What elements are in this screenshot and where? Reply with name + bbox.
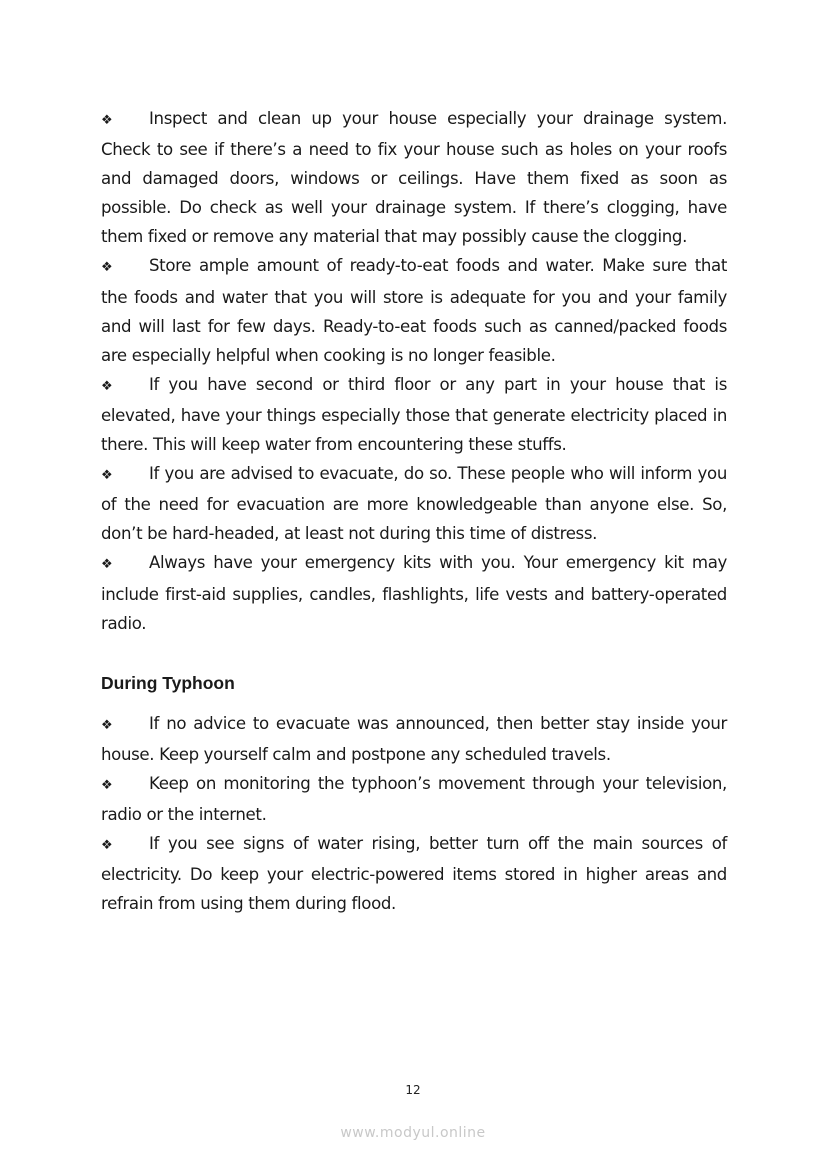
diamond-bullet-icon: ❖ [101, 838, 113, 854]
diamond-bullet-icon: ❖ [101, 113, 113, 128]
diamond-bullet-icon: ❖ [101, 378, 113, 394]
bullet-item [101, 104, 727, 251]
diamond-bullet-icon: ❖ [101, 777, 113, 793]
bullet-item [101, 459, 727, 548]
bullet-item [101, 370, 727, 459]
during-typhoon-list [101, 709, 727, 919]
bullet-item [101, 548, 727, 637]
diamond-bullet-icon: ❖ [101, 557, 113, 573]
bullet-text: Inspect and clean up your house especially your drainage system. Check to see if there’s a need to fix your house such as holes on your roofs and damaged doors, windows or ceilings. Have them fixed as soon as possible. Do check as well your drainage system. If there’s clogging, have them fixed or remove any material that may possibly cause the clogging. [101, 109, 727, 247]
bullet-text: Store ample amount of ready-to-eat foods and water. Make sure that the foods and water that you will store is adequate for you and your family and will last for few days. Ready-to-eat foods such as canned/packed foods are especially helpful when cooking is no longer feasible. [101, 256, 727, 365]
bullet-item [101, 769, 727, 829]
bullet-text: Always have your emergency kits with you. Your emergency kit may include first-aid supplies, candles, flashlights, life vests and battery-operated radio. [101, 553, 727, 633]
watermark: www.modyul.online [340, 1125, 486, 1141]
section-heading: During Typhoon [101, 672, 235, 693]
bullet-item [101, 829, 727, 918]
bullet-text: Keep on monitoring the typhoon’s movement through your television, radio or the internet. [101, 773, 727, 825]
preparation-list [101, 104, 727, 638]
bullet-text: If you have second or third floor or any part in your house that is elevated, have your things especially those that generate electricity placed in there. This will keep water from encountering these stuffs. [101, 374, 727, 455]
diamond-bullet-icon: ❖ [101, 717, 113, 733]
diamond-bullet-icon: ❖ [101, 468, 113, 484]
bullet-item [101, 251, 727, 369]
bullet-text: If you see signs of water rising, better turn off the main sources of electricity. Do keep your electric-powered items stored in higher areas and refrain from using them during flood. [101, 834, 727, 914]
bullet-text: If no advice to evacuate was announced, then better stay inside your house. Keep yourself calm and postpone any scheduled travels. [101, 713, 727, 764]
diamond-bullet-icon: ❖ [101, 260, 113, 276]
document-page [101, 104, 727, 918]
bullet-text: If you are advised to evacuate, do so. These people who will inform you of the need for evacuation are more knowledgeable than anyone else. So, don’t be hard-headed, at least not during this time of distress. [101, 464, 727, 544]
bullet-item [101, 709, 727, 769]
page-number: 12 [405, 1083, 421, 1097]
